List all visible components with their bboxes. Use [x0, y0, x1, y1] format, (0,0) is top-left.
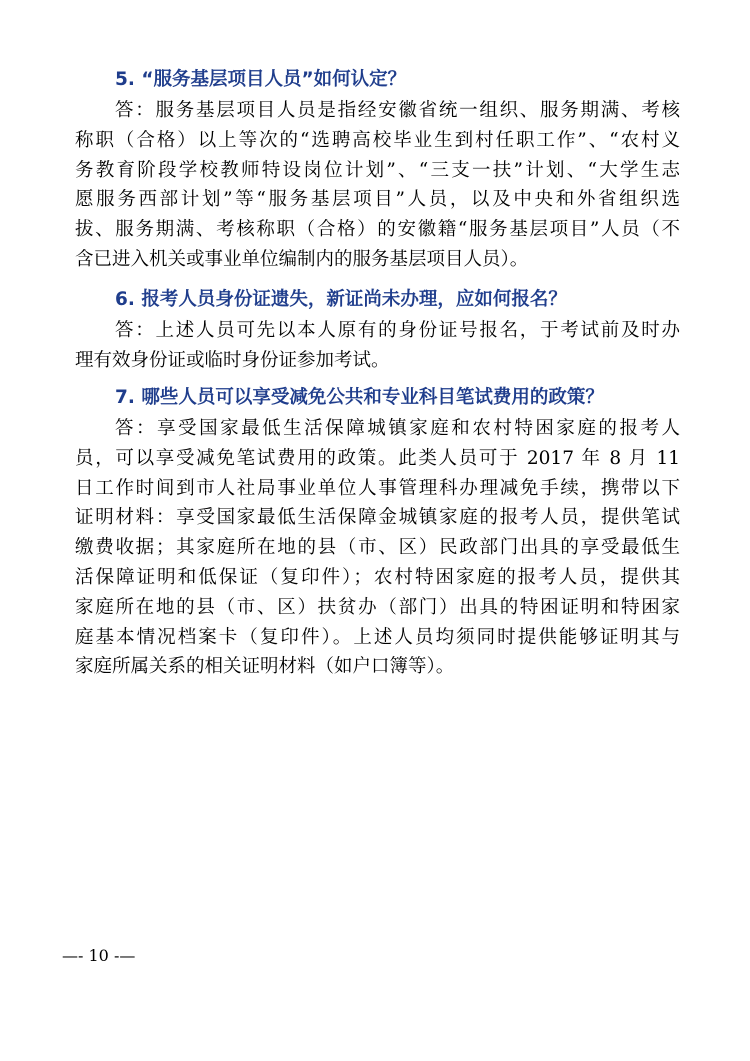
answer-line: 日工作时间到市人社局事业单位人事管理科办理减免手续，携带以下: [75, 477, 680, 499]
answer-line: 家庭所在地的县（市、区）扶贫办（部门）出具的特困证明和特困家: [75, 596, 680, 618]
answer-line: 答：享受国家最低生活保障城镇家庭和农村特困家庭的报考人: [115, 418, 680, 439]
question-heading-6: 6. 报考人员身份证遗失，新证尚未办理，应如何报名？: [115, 289, 567, 310]
answer-line: 拔、服务期满、考核称职（合格）的安徽籍“服务基层项目”人员（不: [75, 219, 680, 241]
answer-line: 愿服务西部计划”等“服务基层项目”人员，以及中央和外省组织选: [75, 189, 680, 211]
question-heading-7: 7. 哪些人员可以享受减免公共和专业科目笔试费用的政策？: [115, 387, 604, 408]
answer-line: 活保障证明和低保证（复印件）；农村特困家庭的报考人员，提供其: [75, 566, 680, 588]
page-number: —- 10 -—: [62, 946, 136, 965]
answer-line: 理有效身份证或临时身份证参加考试。: [75, 349, 390, 371]
answer-line: 家庭所属关系的相关证明材料（如户口簿等）。: [75, 656, 455, 678]
answer-line: 证明材料：享受国家最低生活保障金城镇家庭的报考人员，提供笔试: [75, 507, 680, 529]
answer-line: 务教育阶段学校教师特设岗位计划”、“三支一扶”计划、“大学生志: [75, 159, 680, 181]
answer-line: 含已进入机关或事业单位编制内的服务基层项目人员）。: [75, 248, 529, 270]
answer-block-7: [75, 414, 680, 682]
question-heading-5: 5. “服务基层项目人员”如何认定？: [115, 69, 407, 90]
answer-line: 答：上述人员可先以本人原有的身份证号报名，于考试前及时办: [115, 320, 680, 341]
answer-block-6: [75, 316, 680, 376]
answer-line: 缴费收据；其家庭所在地的县（市、区）民政部门出具的享受最低生: [75, 537, 680, 559]
answer-line: 答：服务基层项目人员是指经安徽省统一组织、服务期满、考核: [115, 100, 680, 121]
answer-line: 员，可以享受减免笔试费用的政策。此类人员可于 2017 年 8 月 11: [75, 447, 680, 469]
answer-block-5: [75, 96, 680, 275]
answer-line: 称职（合格）以上等次的“选聘高校毕业生到村任职工作”、“农村义: [75, 129, 680, 151]
answer-line: 庭基本情况档案卡（复印件）。上述人员均须同时提供能够证明其与: [75, 626, 680, 648]
